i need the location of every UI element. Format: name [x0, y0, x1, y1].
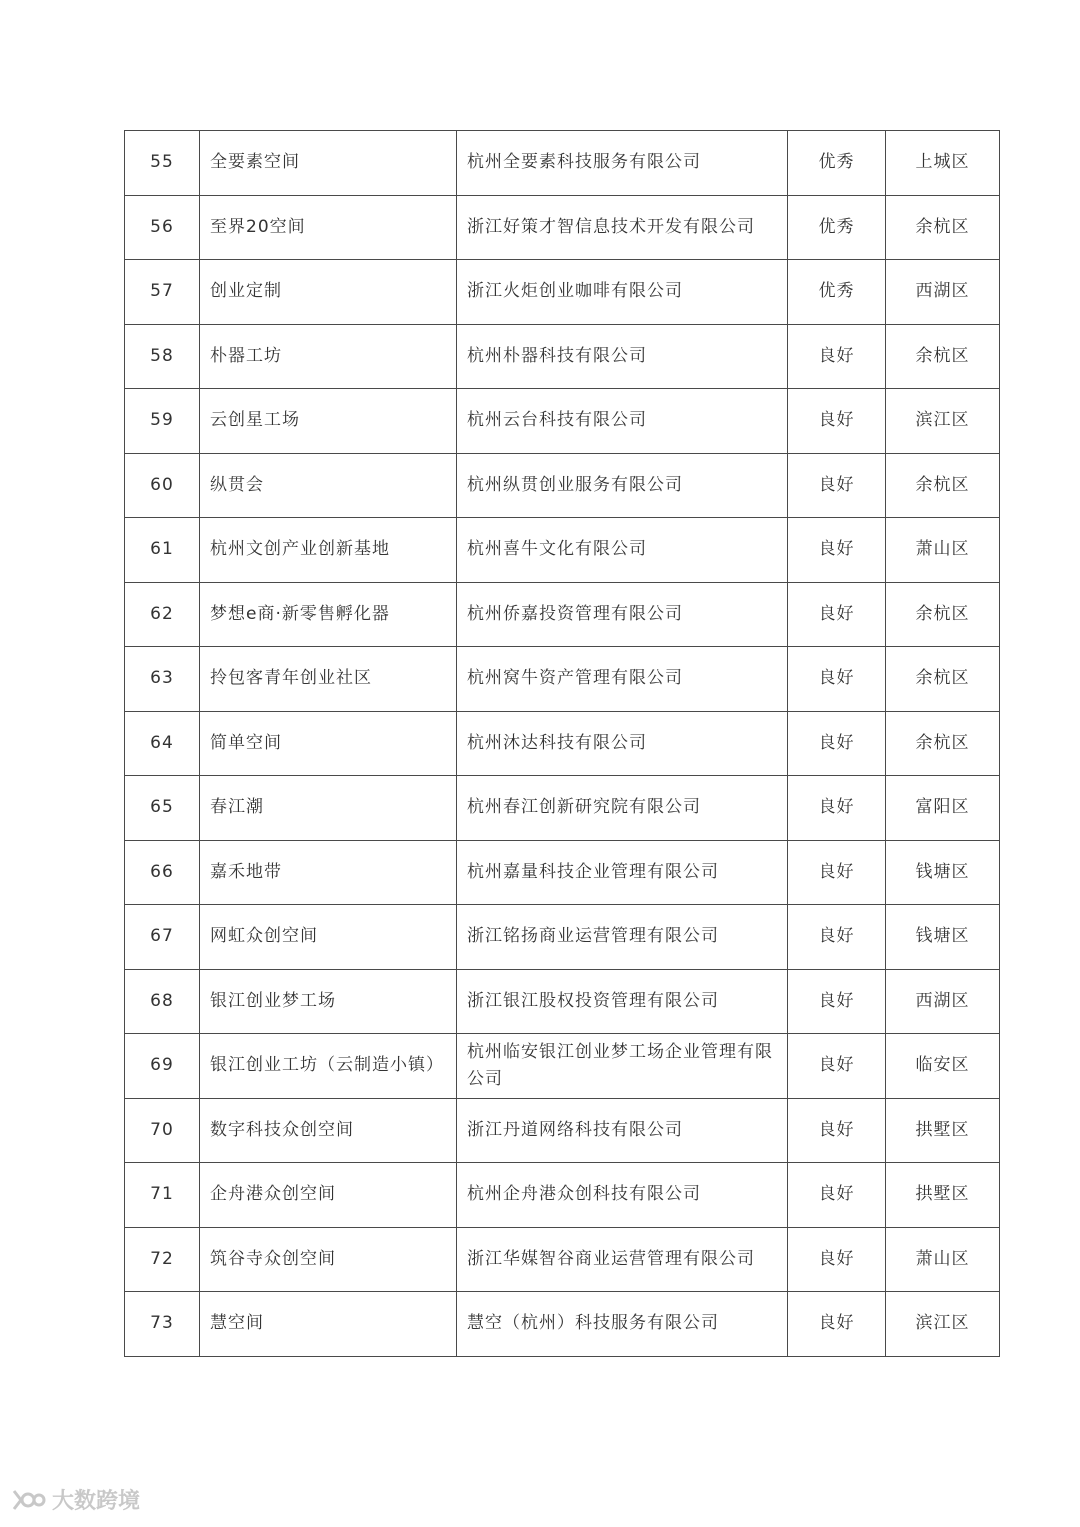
space-name-cell: 梦想e商·新零售孵化器	[200, 582, 457, 647]
evaluation-grade-cell: 良好	[788, 711, 886, 776]
district-cell: 拱墅区	[886, 1098, 1000, 1163]
row-number-cell: 71	[125, 1163, 200, 1228]
table-row	[125, 1163, 1000, 1228]
space-name-cell: 筑谷寺众创空间	[200, 1227, 457, 1292]
district-cell: 西湖区	[886, 260, 1000, 325]
operating-company-cell: 杭州侨嘉投资管理有限公司	[457, 582, 788, 647]
operating-company-cell: 杭州春江创新研究院有限公司	[457, 776, 788, 841]
space-name-cell: 全要素空间	[200, 131, 457, 196]
evaluation-grade-cell: 良好	[788, 582, 886, 647]
table-row	[125, 582, 1000, 647]
space-name-cell: 拎包客青年创业社区	[200, 647, 457, 712]
district-cell: 西湖区	[886, 969, 1000, 1034]
evaluation-grade-cell: 良好	[788, 1098, 886, 1163]
operating-company-cell: 浙江银江股权投资管理有限公司	[457, 969, 788, 1034]
table-row	[125, 324, 1000, 389]
row-number-cell: 55	[125, 131, 200, 196]
evaluation-grade-cell: 优秀	[788, 260, 886, 325]
table-row	[125, 905, 1000, 970]
operating-company-cell: 杭州喜牛文化有限公司	[457, 518, 788, 583]
operating-company-cell: 浙江火炬创业咖啡有限公司	[457, 260, 788, 325]
table-row	[125, 1292, 1000, 1357]
space-name-cell: 银江创业工坊（云制造小镇）	[200, 1034, 457, 1099]
row-number-cell: 60	[125, 453, 200, 518]
table-row	[125, 840, 1000, 905]
table-row	[125, 518, 1000, 583]
space-name-cell: 数字科技众创空间	[200, 1098, 457, 1163]
evaluation-grade-cell: 良好	[788, 518, 886, 583]
evaluation-grade-cell: 良好	[788, 1292, 886, 1357]
operating-company-cell: 杭州云台科技有限公司	[457, 389, 788, 454]
district-cell: 富阳区	[886, 776, 1000, 841]
row-number-cell: 62	[125, 582, 200, 647]
evaluation-grade-cell: 优秀	[788, 195, 886, 260]
evaluation-grade-cell: 良好	[788, 324, 886, 389]
district-cell: 余杭区	[886, 711, 1000, 776]
row-number-cell: 73	[125, 1292, 200, 1357]
district-cell: 萧山区	[886, 518, 1000, 583]
table-row	[125, 131, 1000, 196]
district-cell: 上城区	[886, 131, 1000, 196]
operating-company-cell: 浙江铭扬商业运营管理有限公司	[457, 905, 788, 970]
district-cell: 钱塘区	[886, 905, 1000, 970]
table-body	[125, 131, 1000, 1357]
space-name-cell: 创业定制	[200, 260, 457, 325]
table-row	[125, 776, 1000, 841]
operating-company-cell: 杭州嘉量科技企业管理有限公司	[457, 840, 788, 905]
table-row	[125, 1034, 1000, 1099]
row-number-cell: 68	[125, 969, 200, 1034]
space-name-cell: 朴器工坊	[200, 324, 457, 389]
space-name-cell: 网虹众创空间	[200, 905, 457, 970]
row-number-cell: 64	[125, 711, 200, 776]
space-name-cell: 简单空间	[200, 711, 457, 776]
space-name-cell: 云创星工场	[200, 389, 457, 454]
space-name-cell: 春江潮	[200, 776, 457, 841]
space-name-cell: 银江创业梦工场	[200, 969, 457, 1034]
row-number-cell: 72	[125, 1227, 200, 1292]
operating-company-cell: 杭州窝牛资产管理有限公司	[457, 647, 788, 712]
evaluation-grade-cell: 良好	[788, 1163, 886, 1228]
district-cell: 余杭区	[886, 195, 1000, 260]
row-number-cell: 70	[125, 1098, 200, 1163]
row-number-cell: 67	[125, 905, 200, 970]
district-cell: 萧山区	[886, 1227, 1000, 1292]
space-name-cell: 杭州文创产业创新基地	[200, 518, 457, 583]
evaluation-grade-cell: 良好	[788, 453, 886, 518]
table-row	[125, 389, 1000, 454]
operating-company-cell: 浙江丹道网络科技有限公司	[457, 1098, 788, 1163]
operating-company-cell: 杭州沐达科技有限公司	[457, 711, 788, 776]
evaluation-grade-cell: 良好	[788, 1227, 886, 1292]
district-cell: 拱墅区	[886, 1163, 1000, 1228]
incubator-list-table	[124, 130, 1000, 1357]
operating-company-cell: 杭州临安银江创业梦工场企业管理有限公司	[457, 1034, 788, 1099]
table-row	[125, 711, 1000, 776]
table-row	[125, 1098, 1000, 1163]
operating-company-cell: 杭州全要素科技服务有限公司	[457, 131, 788, 196]
table-row	[125, 969, 1000, 1034]
row-number-cell: 61	[125, 518, 200, 583]
evaluation-grade-cell: 良好	[788, 389, 886, 454]
operating-company-cell: 杭州朴器科技有限公司	[457, 324, 788, 389]
row-number-cell: 63	[125, 647, 200, 712]
table-row	[125, 647, 1000, 712]
table-row	[125, 195, 1000, 260]
operating-company-cell: 浙江华媒智谷商业运营管理有限公司	[457, 1227, 788, 1292]
space-name-cell: 至界20空间	[200, 195, 457, 260]
evaluation-grade-cell: 良好	[788, 647, 886, 712]
space-name-cell: 嘉禾地带	[200, 840, 457, 905]
district-cell: 余杭区	[886, 582, 1000, 647]
row-number-cell: 59	[125, 389, 200, 454]
brand-logo-icon	[8, 1487, 46, 1513]
district-cell: 余杭区	[886, 324, 1000, 389]
row-number-cell: 65	[125, 776, 200, 841]
district-cell: 滨江区	[886, 1292, 1000, 1357]
evaluation-grade-cell: 良好	[788, 1034, 886, 1099]
space-name-cell: 企舟港众创空间	[200, 1163, 457, 1228]
table-row	[125, 260, 1000, 325]
watermark-text: 大数跨境	[52, 1489, 141, 1514]
evaluation-grade-cell: 良好	[788, 969, 886, 1034]
evaluation-grade-cell: 良好	[788, 776, 886, 841]
district-cell: 余杭区	[886, 647, 1000, 712]
evaluation-grade-cell: 优秀	[788, 131, 886, 196]
evaluation-grade-cell: 良好	[788, 905, 886, 970]
operating-company-cell: 慧空（杭州）科技服务有限公司	[457, 1292, 788, 1357]
operating-company-cell: 杭州企舟港众创科技有限公司	[457, 1163, 788, 1228]
table-row	[125, 1227, 1000, 1292]
district-cell: 钱塘区	[886, 840, 1000, 905]
table-row	[125, 453, 1000, 518]
district-cell: 临安区	[886, 1034, 1000, 1099]
operating-company-cell: 杭州纵贯创业服务有限公司	[457, 453, 788, 518]
watermark	[8, 1484, 140, 1515]
district-cell: 余杭区	[886, 453, 1000, 518]
operating-company-cell: 浙江好策才智信息技术开发有限公司	[457, 195, 788, 260]
space-name-cell: 慧空间	[200, 1292, 457, 1357]
space-name-cell: 纵贯会	[200, 453, 457, 518]
evaluation-grade-cell: 良好	[788, 840, 886, 905]
district-cell: 滨江区	[886, 389, 1000, 454]
row-number-cell: 56	[125, 195, 200, 260]
row-number-cell: 58	[125, 324, 200, 389]
row-number-cell: 57	[125, 260, 200, 325]
row-number-cell: 69	[125, 1034, 200, 1099]
row-number-cell: 66	[125, 840, 200, 905]
